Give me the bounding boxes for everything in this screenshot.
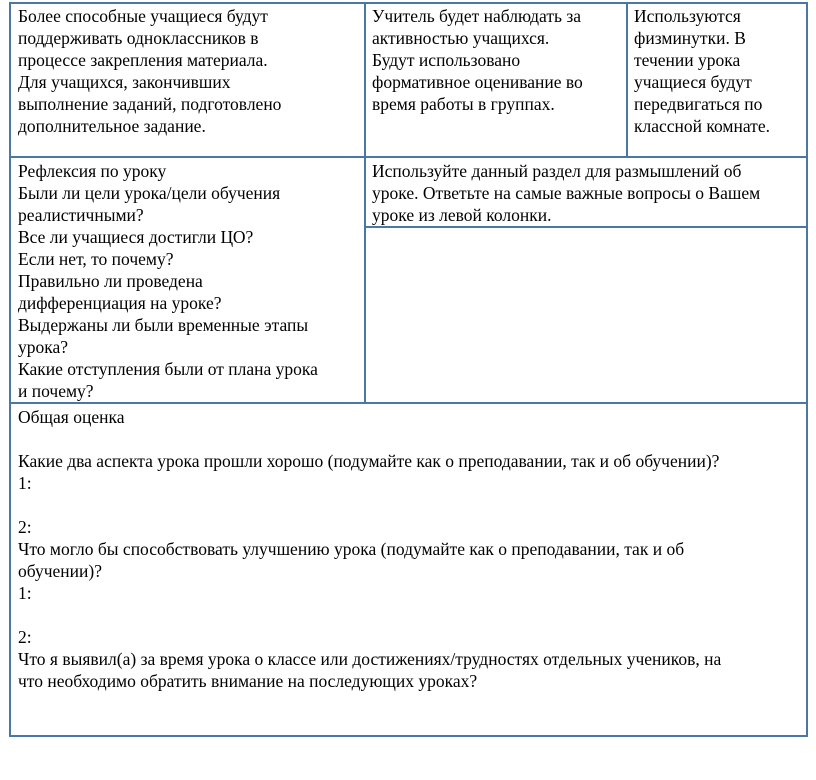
health-safety-cell: Используются физминутки. В течении урока учащиеся будут передвигаться по классной комнате. — [634, 6, 770, 136]
reflection-questions-cell: Рефлексия по уроку Были ли цели урока/цели обучения реалистичными? Все ли учащиеся достигли ЦО? Если нет, то почему? Правильно ли проведена дифференциация на уроке? Выдержаны ли были временные этапы урока? Какие отступления были от плана урока и почему? — [18, 161, 318, 401]
assessment-cell: Учитель будет наблюдать за активностью учащихся. Будут использовано формативное оценивание во время работы в группах. — [372, 6, 583, 114]
reflection-answer-area[interactable] — [366, 228, 806, 402]
row-divider-2 — [9, 402, 808, 404]
row-divider-1 — [9, 156, 808, 158]
differentiation-cell: Более способные учащиеся будут поддерживать одноклассников в процессе закрепления материала. Для учащихся, закончивших выполнение заданий, подготовлено дополнительное задание. — [18, 6, 282, 136]
overall-assessment-cell: Общая оценка Какие два аспекта урока прошли хорошо (подумайте как о преподавании, так и об обучении)? 1: 2: Что могло бы способствовать улучшению урока (подумайте как о преподавании, так и об обучении)? 1: 2: Что я выявил(а) за время урока о классе или достижениях/трудностях отдельных учеников, на что необходимо обратить внимание на последующих уроках? — [18, 407, 722, 691]
reflection-instruction-cell: Используйте данный раздел для размышлений об уроке. Ответьте на самые важные вопросы о Вашем уроке из левой колонки. — [372, 161, 761, 225]
column-divider-2 — [626, 2, 628, 157]
